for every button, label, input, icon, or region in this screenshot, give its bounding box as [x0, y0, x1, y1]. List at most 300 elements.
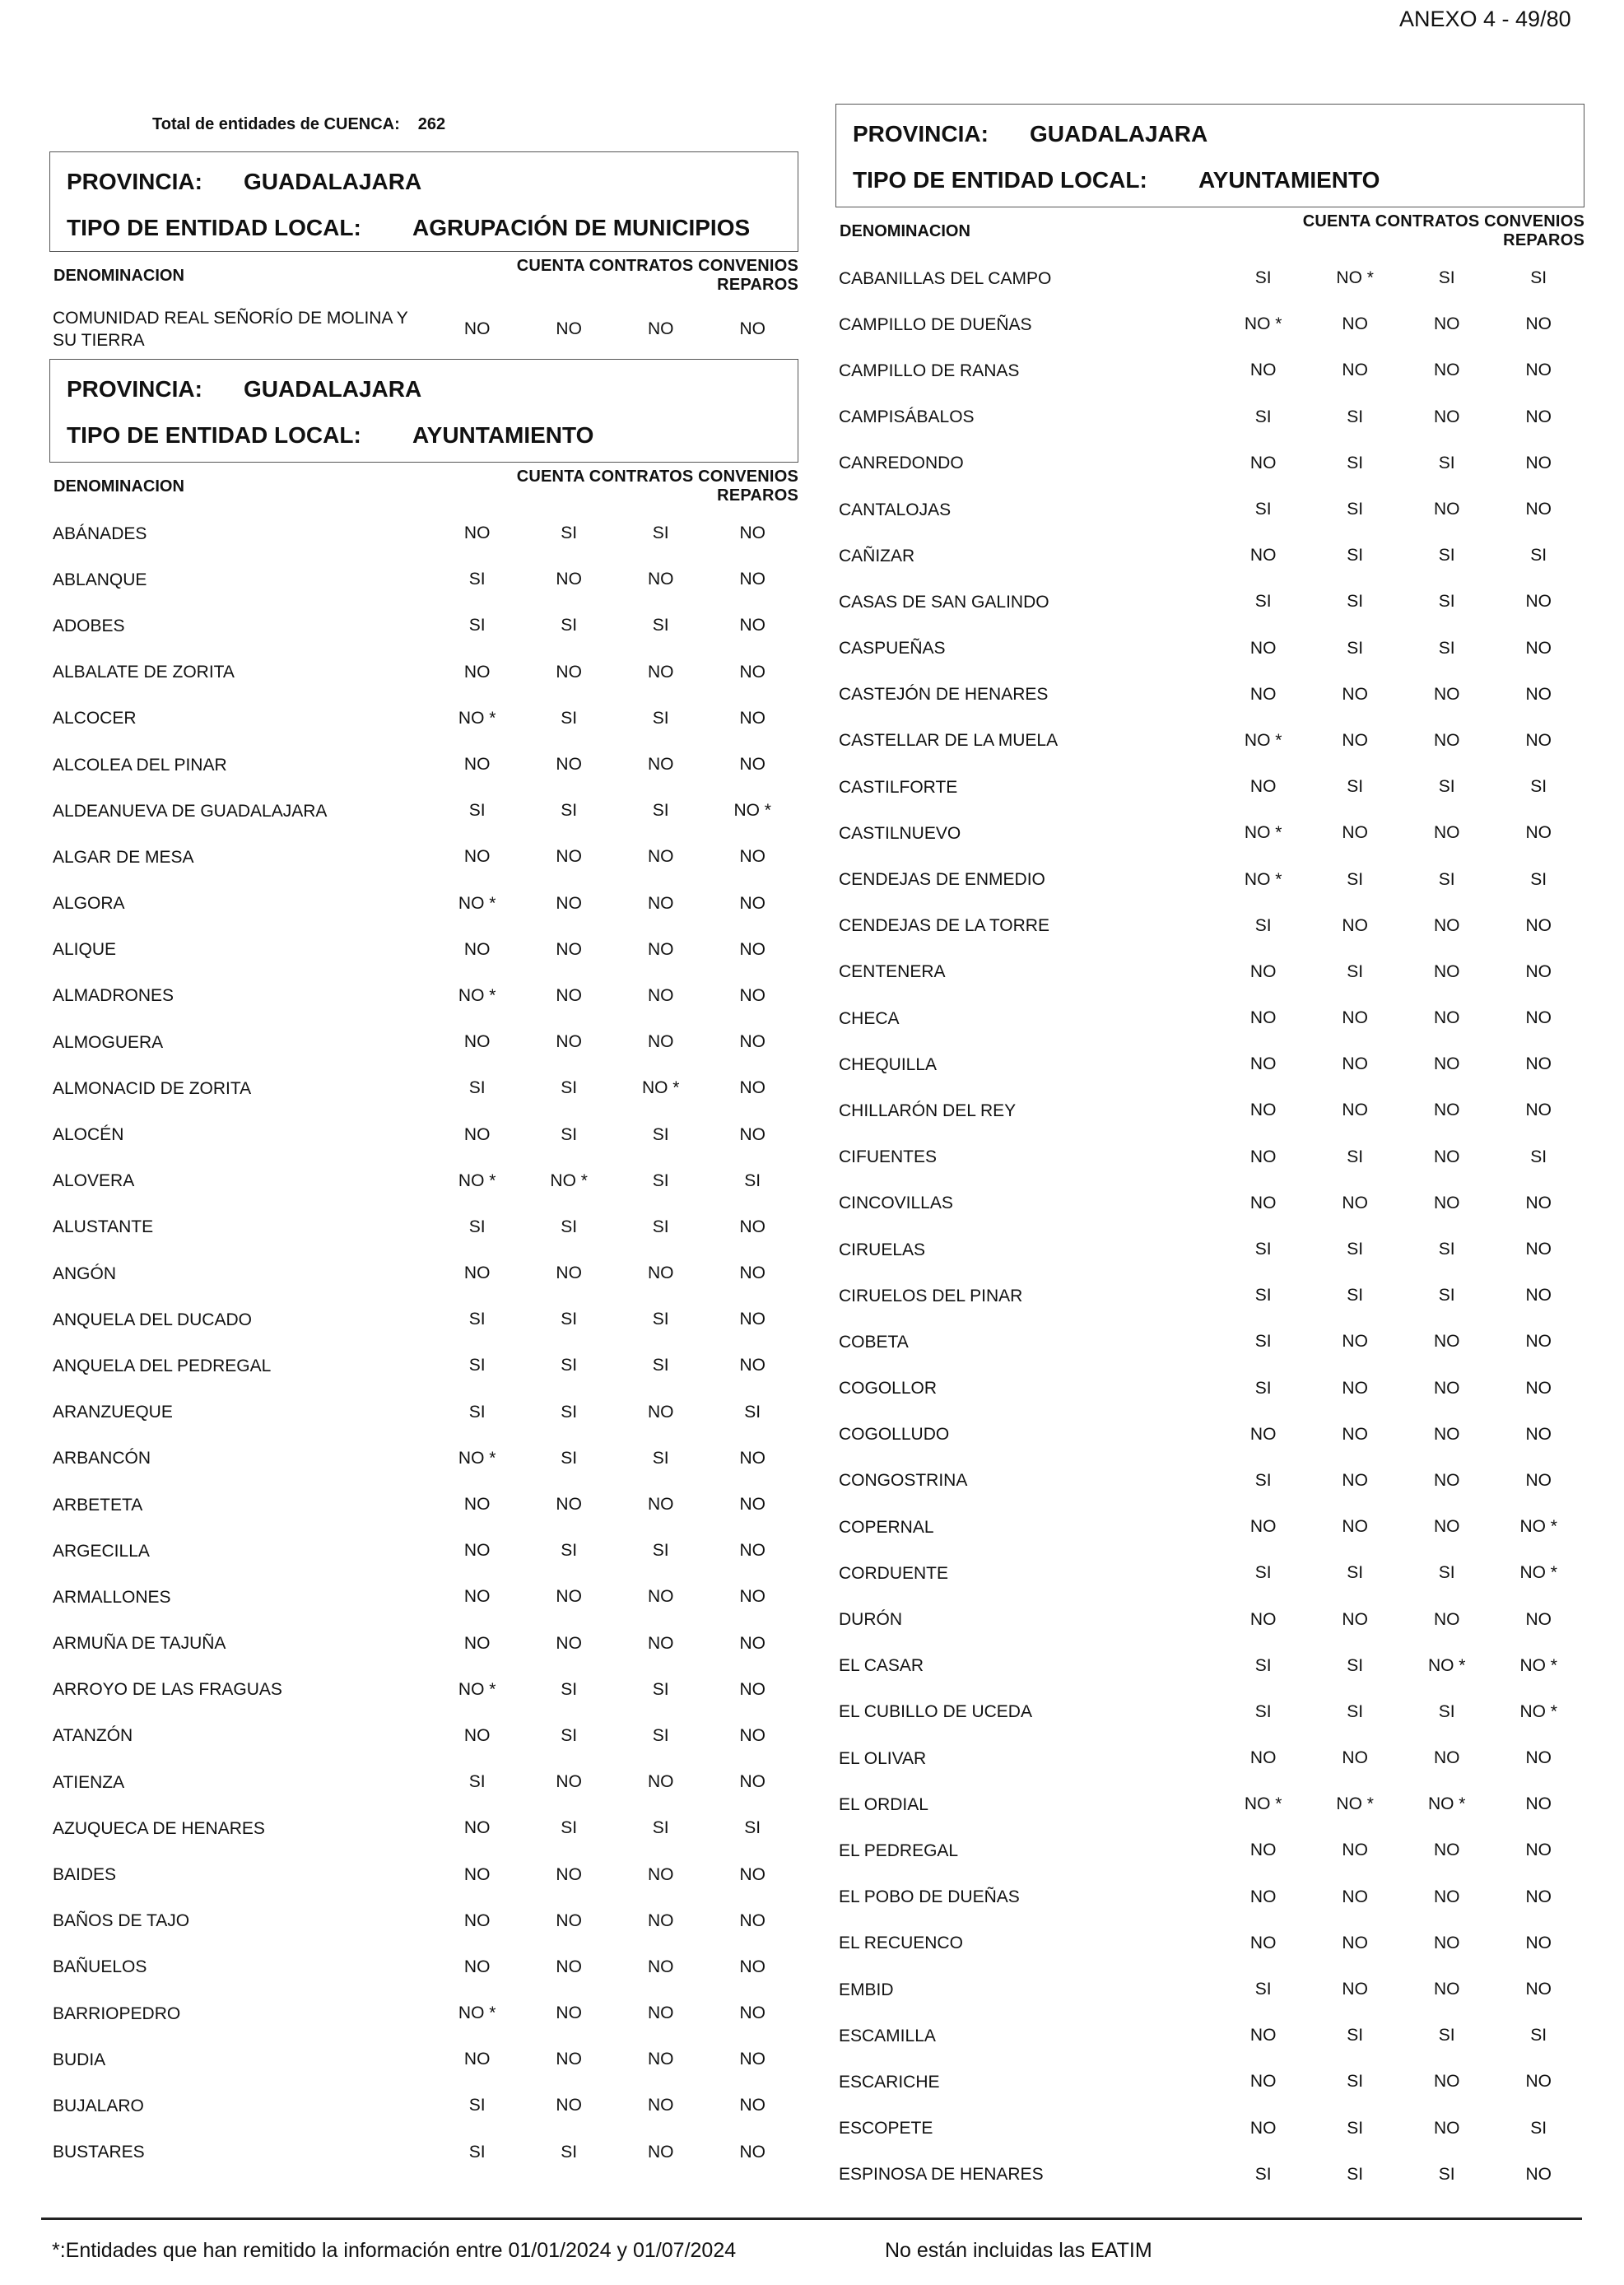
flag-convenios: SI — [1438, 1240, 1455, 1259]
entity-name: ABLANQUE — [53, 570, 147, 589]
entity-row — [835, 1643, 1584, 1689]
flag-convenios: SI — [652, 1310, 669, 1329]
entity-name: EL POBO DE DUEÑAS — [839, 1887, 1020, 1907]
flag-reparos: NO — [739, 2050, 765, 2069]
flag-cuenta: NO — [1249, 777, 1277, 797]
entity-row — [835, 1827, 1584, 1873]
flag-contratos: SI — [1347, 1240, 1364, 1259]
flag-convenios: NO — [1433, 1147, 1460, 1166]
flag-contratos: NO — [556, 755, 582, 775]
entity-name: ESPINOSA DE HENARES — [839, 2165, 1044, 2185]
flag-contratos: NO — [556, 1772, 582, 1792]
entity-row — [49, 742, 798, 788]
provincia-value: GUADALAJARA — [244, 376, 422, 402]
flag-convenios: NO — [647, 319, 674, 338]
entity-name: ARROYO DE LAS FRAGUAS — [53, 1680, 282, 1700]
entity-row — [49, 603, 798, 649]
flag-reparos: NO — [739, 708, 765, 728]
flag-contratos: NO — [1342, 361, 1368, 380]
entity-row — [835, 1366, 1584, 1412]
entity-name: CASTILFORTE — [839, 777, 958, 797]
flag-reparos: NO — [1525, 961, 1552, 981]
flag-reparos: NO — [1525, 638, 1552, 658]
flag-cuenta: SI — [1254, 915, 1272, 935]
entity-row — [49, 1296, 798, 1343]
flag-convenios: NO — [1433, 2072, 1460, 2092]
flag-reparos: NO — [1525, 1841, 1552, 1860]
flag-reparos: SI — [1530, 869, 1547, 889]
flag-convenios: NO — [1433, 1008, 1460, 1028]
flag-reparos: NO — [739, 1217, 765, 1236]
flag-convenios: SI — [1438, 1701, 1455, 1721]
flag-contratos: SI — [1347, 1655, 1364, 1675]
entity-name: EL OLIVAR — [839, 1748, 927, 1768]
flag-cuenta: NO * — [458, 1448, 496, 1468]
entity-name: ALOCÉN — [53, 1125, 124, 1145]
flag-convenios: NO — [647, 1263, 674, 1283]
entity-row — [835, 301, 1584, 347]
flag-contratos: SI — [1347, 546, 1364, 565]
entity-row — [835, 1226, 1584, 1273]
flag-convenios: NO * — [1427, 1794, 1466, 1814]
entity-name: EMBID — [839, 1980, 894, 1999]
flag-reparos: NO — [739, 1356, 765, 1375]
entity-row — [835, 810, 1584, 856]
flag-contratos: SI — [561, 524, 578, 543]
flag-contratos: NO — [1342, 1332, 1368, 1352]
flag-convenios: NO — [647, 1910, 674, 1930]
flag-convenios: NO — [1433, 1609, 1460, 1629]
entity-name: ANQUELA DEL PEDREGAL — [53, 1356, 272, 1375]
flag-cuenta: NO — [463, 1495, 491, 1515]
flag-convenios: SI — [1438, 1563, 1455, 1583]
flag-convenios: NO — [647, 1495, 674, 1515]
flag-convenios: NO — [647, 939, 674, 959]
flag-cuenta: NO — [1249, 453, 1277, 472]
flag-reparos: NO — [739, 1032, 765, 1052]
flag-cuenta: SI — [468, 801, 486, 821]
flag-cuenta: SI — [1254, 1980, 1272, 1999]
flag-contratos: NO — [556, 662, 582, 682]
flag-reparos: NO — [739, 524, 765, 543]
column-header — [49, 252, 798, 300]
entity-name: ESCARICHE — [839, 2072, 940, 2092]
flag-convenios: NO — [647, 570, 674, 589]
flag-convenios: NO — [1433, 1424, 1460, 1444]
flag-cuenta: NO — [463, 2050, 491, 2069]
column-header — [835, 207, 1584, 255]
flag-reparos: NO — [739, 1725, 765, 1745]
entity-name: CONGOSTRINA — [839, 1471, 968, 1491]
flag-convenios: SI — [652, 708, 669, 728]
entity-row — [49, 2036, 798, 2083]
flag-cuenta: SI — [1254, 1332, 1272, 1352]
entity-row — [835, 764, 1584, 810]
flag-reparos: NO — [1525, 592, 1552, 612]
entity-row — [835, 1134, 1584, 1180]
entity-row — [49, 1250, 798, 1296]
entity-name: EL CUBILLO DE UCEDA — [839, 1702, 1032, 1722]
tipo-label: TIPO DE ENTIDAD LOCAL: — [67, 422, 361, 448]
flag-contratos: SI — [561, 708, 578, 728]
entity-row — [835, 1412, 1584, 1458]
flag-cuenta: NO — [1249, 1193, 1277, 1212]
flag-cuenta: SI — [468, 570, 486, 589]
entity-row — [49, 1621, 798, 1667]
entity-name: ALOVERA — [53, 1171, 135, 1191]
flag-contratos: NO — [556, 985, 582, 1005]
flag-cuenta: NO — [1249, 2118, 1277, 2138]
flag-contratos: SI — [1347, 407, 1364, 426]
entity-name: COGOLLUDO — [839, 1425, 950, 1445]
flag-contratos: SI — [1347, 1563, 1364, 1583]
flag-convenios: NO — [1433, 500, 1460, 519]
entity-row — [835, 255, 1584, 301]
flag-reparos: NO — [739, 1772, 765, 1792]
flag-contratos: SI — [561, 1124, 578, 1144]
flag-convenios: SI — [652, 1818, 669, 1838]
entity-row — [835, 2013, 1584, 2059]
entity-name: ANQUELA DEL DUCADO — [53, 1310, 252, 1329]
entity-name: CHECA — [839, 1008, 900, 1028]
flag-reparos: NO — [1525, 1193, 1552, 1212]
flag-cuenta: SI — [1254, 1240, 1272, 1259]
flag-cuenta: NO — [1249, 1887, 1277, 1906]
flag-cuenta: NO — [463, 755, 491, 775]
flag-convenios: NO — [1433, 1841, 1460, 1860]
entity-name: ARANZUEQUE — [53, 1403, 173, 1422]
flag-cuenta: NO — [463, 1541, 491, 1561]
flag-convenios: NO — [647, 2096, 674, 2115]
flag-cuenta: NO — [1249, 1748, 1277, 1768]
flag-cuenta: NO * — [458, 708, 496, 728]
flag-reparos: NO — [1525, 314, 1552, 334]
province-box-ayuntamiento-right — [835, 104, 1584, 207]
flag-contratos: SI — [561, 616, 578, 635]
footer-note-eatim: No están incluidas las EATIM — [885, 2239, 1152, 2262]
flag-reparos: NO — [1525, 1054, 1552, 1074]
flag-convenios: SI — [1438, 2164, 1455, 2184]
entity-name: CIRUELAS — [839, 1240, 926, 1259]
flag-contratos: NO — [1342, 1933, 1368, 1952]
flag-contratos: NO — [1342, 1887, 1368, 1906]
entity-name: ALMONACID DE ZORITA — [53, 1078, 252, 1098]
flag-contratos: NO — [556, 1864, 582, 1884]
entity-name: ARGECILLA — [53, 1541, 150, 1561]
entity-name: ANGÓN — [53, 1263, 117, 1283]
entity-row — [835, 995, 1584, 1041]
flag-reparos: NO — [739, 616, 765, 635]
entity-row — [49, 1759, 798, 1805]
entity-name: ESCAMILLA — [839, 2026, 936, 2045]
flag-cuenta: NO — [1249, 1054, 1277, 1074]
flag-convenios: NO — [1433, 823, 1460, 843]
flag-contratos: SI — [561, 1541, 578, 1561]
flag-cuenta: SI — [1254, 407, 1272, 426]
flag-cuenta: NO — [1249, 1609, 1277, 1629]
flag-convenios: SI — [652, 801, 669, 821]
entity-row — [49, 300, 798, 359]
flag-convenios: NO — [647, 2142, 674, 2162]
flag-convenios: NO — [1433, 1378, 1460, 1398]
entity-row — [835, 2152, 1584, 2198]
entity-name: BUJALARO — [53, 2096, 144, 2115]
entity-name: CIFUENTES — [839, 1147, 938, 1167]
flag-cuenta: NO — [1249, 684, 1277, 704]
entity-row — [835, 1087, 1584, 1133]
flag-reparos: NO — [739, 570, 765, 589]
entity-name: CAMPISÁBALOS — [839, 407, 975, 427]
entity-name: ATANZÓN — [53, 1726, 133, 1746]
flag-reparos: NO — [1525, 1332, 1552, 1352]
flag-contratos: SI — [561, 1310, 578, 1329]
flag-reparos: NO — [1525, 1286, 1552, 1305]
flag-contratos: NO — [1342, 1054, 1368, 1074]
flag-contratos: NO — [1342, 1101, 1368, 1120]
entity-name: ALCOLEA DEL PINAR — [53, 755, 227, 775]
flag-cuenta: NO — [463, 1864, 491, 1884]
flag-contratos: SI — [561, 1356, 578, 1375]
flag-reparos: NO — [1525, 1748, 1552, 1768]
entity-name: EL PEDREGAL — [839, 1841, 959, 1860]
tipo-value: AYUNTAMIENTO — [1198, 167, 1380, 193]
flag-cuenta: NO — [1249, 2072, 1277, 2092]
flag-contratos: NO — [556, 1032, 582, 1052]
flag-reparos: NO — [1525, 361, 1552, 380]
entity-name: CAMPILLO DE DUEÑAS — [839, 314, 1032, 334]
entity-name: ATIENZA — [53, 1772, 125, 1792]
flag-reparos: NO — [739, 1078, 765, 1098]
entity-name: COMUNIDAD REAL SEÑORÍO DE MOLINA Y SU TIERRA — [53, 309, 408, 350]
flag-cuenta: NO — [1249, 1101, 1277, 1120]
flag-reparos: NO — [739, 1541, 765, 1561]
entity-row — [49, 556, 798, 603]
flag-contratos: SI — [561, 1078, 578, 1098]
flag-reparos: SI — [744, 1402, 761, 1422]
entity-row — [49, 2083, 798, 2129]
flag-convenios: NO — [647, 893, 674, 913]
entity-row — [835, 949, 1584, 995]
flag-cuenta: NO — [1249, 1517, 1277, 1537]
flag-contratos: SI — [1347, 1286, 1364, 1305]
flag-convenios: NO — [1433, 1748, 1460, 1768]
entity-name: ARBANCÓN — [53, 1449, 151, 1468]
tipo-label: TIPO DE ENTIDAD LOCAL: — [67, 215, 361, 240]
flag-convenios: NO — [647, 1772, 674, 1792]
flag-contratos: NO — [556, 2003, 582, 2023]
entity-row — [49, 788, 798, 834]
flag-reparos: NO — [739, 2096, 765, 2115]
flag-contratos: NO — [556, 2096, 582, 2115]
flag-reparos: SI — [744, 1170, 761, 1190]
flag-convenios: NO — [647, 662, 674, 682]
flag-contratos: NO — [556, 2050, 582, 2069]
flag-convenios: NO — [647, 2003, 674, 2023]
province-box-ayuntamiento-left — [49, 359, 798, 463]
entity-row — [49, 1343, 798, 1389]
entity-name: ALIQUE — [53, 940, 117, 960]
flag-contratos: NO — [1342, 314, 1368, 334]
flag-convenios: NO — [1433, 314, 1460, 334]
flag-cuenta: SI — [1254, 268, 1272, 288]
flag-convenios: SI — [1438, 453, 1455, 472]
flag-contratos: SI — [1347, 2118, 1364, 2138]
flag-convenios: NO — [1433, 1193, 1460, 1212]
flag-convenios: NO — [1433, 684, 1460, 704]
entity-row — [49, 1204, 798, 1250]
entity-name: ALGAR DE MESA — [53, 847, 194, 867]
flag-reparos: NO — [1525, 1424, 1552, 1444]
entity-name: EL RECUENCO — [839, 1934, 963, 1953]
flag-cuenta: SI — [468, 2142, 486, 2162]
flag-cuenta: SI — [468, 1356, 486, 1375]
flag-convenios: NO — [1433, 1101, 1460, 1120]
flag-contratos: NO — [1342, 1470, 1368, 1490]
flag-reparos: NO — [1525, 1887, 1552, 1906]
flag-cuenta: SI — [468, 1078, 486, 1098]
flag-reparos: NO * — [1519, 1701, 1557, 1721]
flag-convenios: SI — [652, 1170, 669, 1190]
flag-cuenta: NO — [1249, 361, 1277, 380]
column-header — [49, 463, 798, 510]
flag-convenios: SI — [652, 616, 669, 635]
flag-reparos: NO — [1525, 1794, 1552, 1814]
flag-contratos: NO — [556, 1957, 582, 1976]
entity-name: ARBETETA — [53, 1495, 143, 1515]
flag-cuenta: SI — [1254, 1701, 1272, 1721]
flag-reparos: NO — [739, 1679, 765, 1699]
flag-contratos: NO — [556, 1263, 582, 1283]
flag-contratos: NO — [1342, 1008, 1368, 1028]
flag-contratos: SI — [561, 1679, 578, 1699]
flag-convenios: NO — [1433, 361, 1460, 380]
entity-name: CANREDONDO — [839, 454, 964, 473]
entity-row — [835, 1689, 1584, 1735]
flag-cuenta: NO — [463, 662, 491, 682]
flag-reparos: SI — [1530, 546, 1547, 565]
flag-reparos: NO * — [1519, 1563, 1557, 1583]
flag-contratos: NO — [1342, 730, 1368, 750]
flag-contratos: SI — [561, 2142, 578, 2162]
flag-convenios: NO — [1433, 730, 1460, 750]
flag-reparos: SI — [1530, 2118, 1547, 2138]
flag-contratos: SI — [561, 1818, 578, 1838]
flag-cuenta: NO — [463, 1124, 491, 1144]
flag-convenios: NO — [1433, 407, 1460, 426]
entity-row — [835, 440, 1584, 486]
flag-cuenta: SI — [1254, 1470, 1272, 1490]
flag-cuenta: NO — [1249, 961, 1277, 981]
flag-reparos: NO * — [1519, 1517, 1557, 1537]
flag-convenios: SI — [652, 1217, 669, 1236]
flag-contratos: SI — [561, 1448, 578, 1468]
flag-contratos: NO — [556, 319, 582, 338]
flag-contratos: SI — [561, 801, 578, 821]
flag-contratos: SI — [1347, 638, 1364, 658]
entity-name: COPERNAL — [839, 1517, 934, 1537]
flag-cuenta: SI — [468, 616, 486, 635]
flag-cuenta: NO * — [458, 2003, 496, 2023]
flag-reparos: NO — [1525, 1101, 1552, 1120]
flag-contratos: NO — [1342, 1193, 1368, 1212]
flag-cuenta: SI — [1254, 1286, 1272, 1305]
flag-convenios: NO * — [1427, 1655, 1466, 1675]
entity-name: ALGORA — [53, 894, 125, 914]
entity-row — [49, 1111, 798, 1157]
flag-cuenta: NO — [463, 939, 491, 959]
entity-row — [49, 1389, 798, 1436]
flag-cuenta: NO * — [458, 893, 496, 913]
flag-cuenta: NO — [1249, 1147, 1277, 1166]
entity-row — [835, 533, 1584, 579]
entity-list-agrupacion — [49, 300, 798, 359]
flag-reparos: SI — [1530, 2026, 1547, 2045]
entity-row — [835, 1180, 1584, 1226]
entity-row — [835, 394, 1584, 440]
entity-row — [835, 1781, 1584, 1827]
entity-name: BAÑUELOS — [53, 1957, 147, 1977]
entity-name: CINCOVILLAS — [839, 1194, 953, 1213]
entity-list-ayuntamiento-right — [835, 255, 1584, 2198]
flag-reparos: NO — [739, 1310, 765, 1329]
entity-name: ALDEANUEVA DE GUADALAJARA — [53, 801, 328, 821]
entity-name: CHILLARÓN DEL REY — [839, 1101, 1017, 1120]
flag-convenios: NO — [1433, 1470, 1460, 1490]
flag-contratos: NO * — [1336, 1794, 1374, 1814]
entity-row — [49, 1851, 798, 1897]
entity-row — [49, 927, 798, 973]
annex-page-label: ANEXO 4 - 49/80 — [1399, 7, 1571, 31]
entity-row — [835, 672, 1584, 718]
entity-row — [835, 1550, 1584, 1596]
flag-convenios: NO — [1433, 1517, 1460, 1537]
flag-reparos: NO — [739, 847, 765, 867]
flag-convenios: SI — [1438, 638, 1455, 658]
flags-header: CUENTA CONTRATOS CONVENIOS REPAROS — [1302, 212, 1584, 249]
flag-reparos: NO — [1525, 1933, 1552, 1952]
flag-convenios: NO — [1433, 1933, 1460, 1952]
flag-reparos: NO — [1525, 1470, 1552, 1490]
flag-convenios: NO — [647, 847, 674, 867]
entity-name: BUDIA — [53, 2050, 106, 2069]
flag-reparos: NO — [739, 1124, 765, 1144]
flag-reparos: NO — [1525, 1980, 1552, 1999]
flag-cuenta: NO — [1249, 1933, 1277, 1952]
flag-convenios: NO — [647, 1633, 674, 1653]
entity-row — [835, 1319, 1584, 1365]
flag-reparos: NO — [739, 1495, 765, 1515]
entity-row — [835, 626, 1584, 672]
denominacion-header: DENOMINACION — [840, 221, 970, 240]
flag-reparos: NO — [739, 893, 765, 913]
flag-reparos: NO — [739, 755, 765, 775]
flag-contratos: NO — [1342, 684, 1368, 704]
flag-cuenta: NO — [463, 1633, 491, 1653]
flag-reparos: SI — [744, 1818, 761, 1838]
flag-cuenta: NO * — [458, 1679, 496, 1699]
entity-row — [49, 1898, 798, 1944]
flag-convenios: NO — [1433, 915, 1460, 935]
entity-row — [49, 973, 798, 1019]
flag-reparos: NO — [1525, 407, 1552, 426]
flag-contratos: NO — [1342, 1841, 1368, 1860]
flag-reparos: NO — [1525, 2072, 1552, 2092]
flag-reparos: SI — [1530, 777, 1547, 797]
entity-name: CIRUELOS DEL PINAR — [839, 1286, 1023, 1305]
flag-contratos: NO — [556, 570, 582, 589]
entity-name: BAÑOS DE TAJO — [53, 1911, 190, 1931]
right-column — [835, 104, 1584, 2198]
